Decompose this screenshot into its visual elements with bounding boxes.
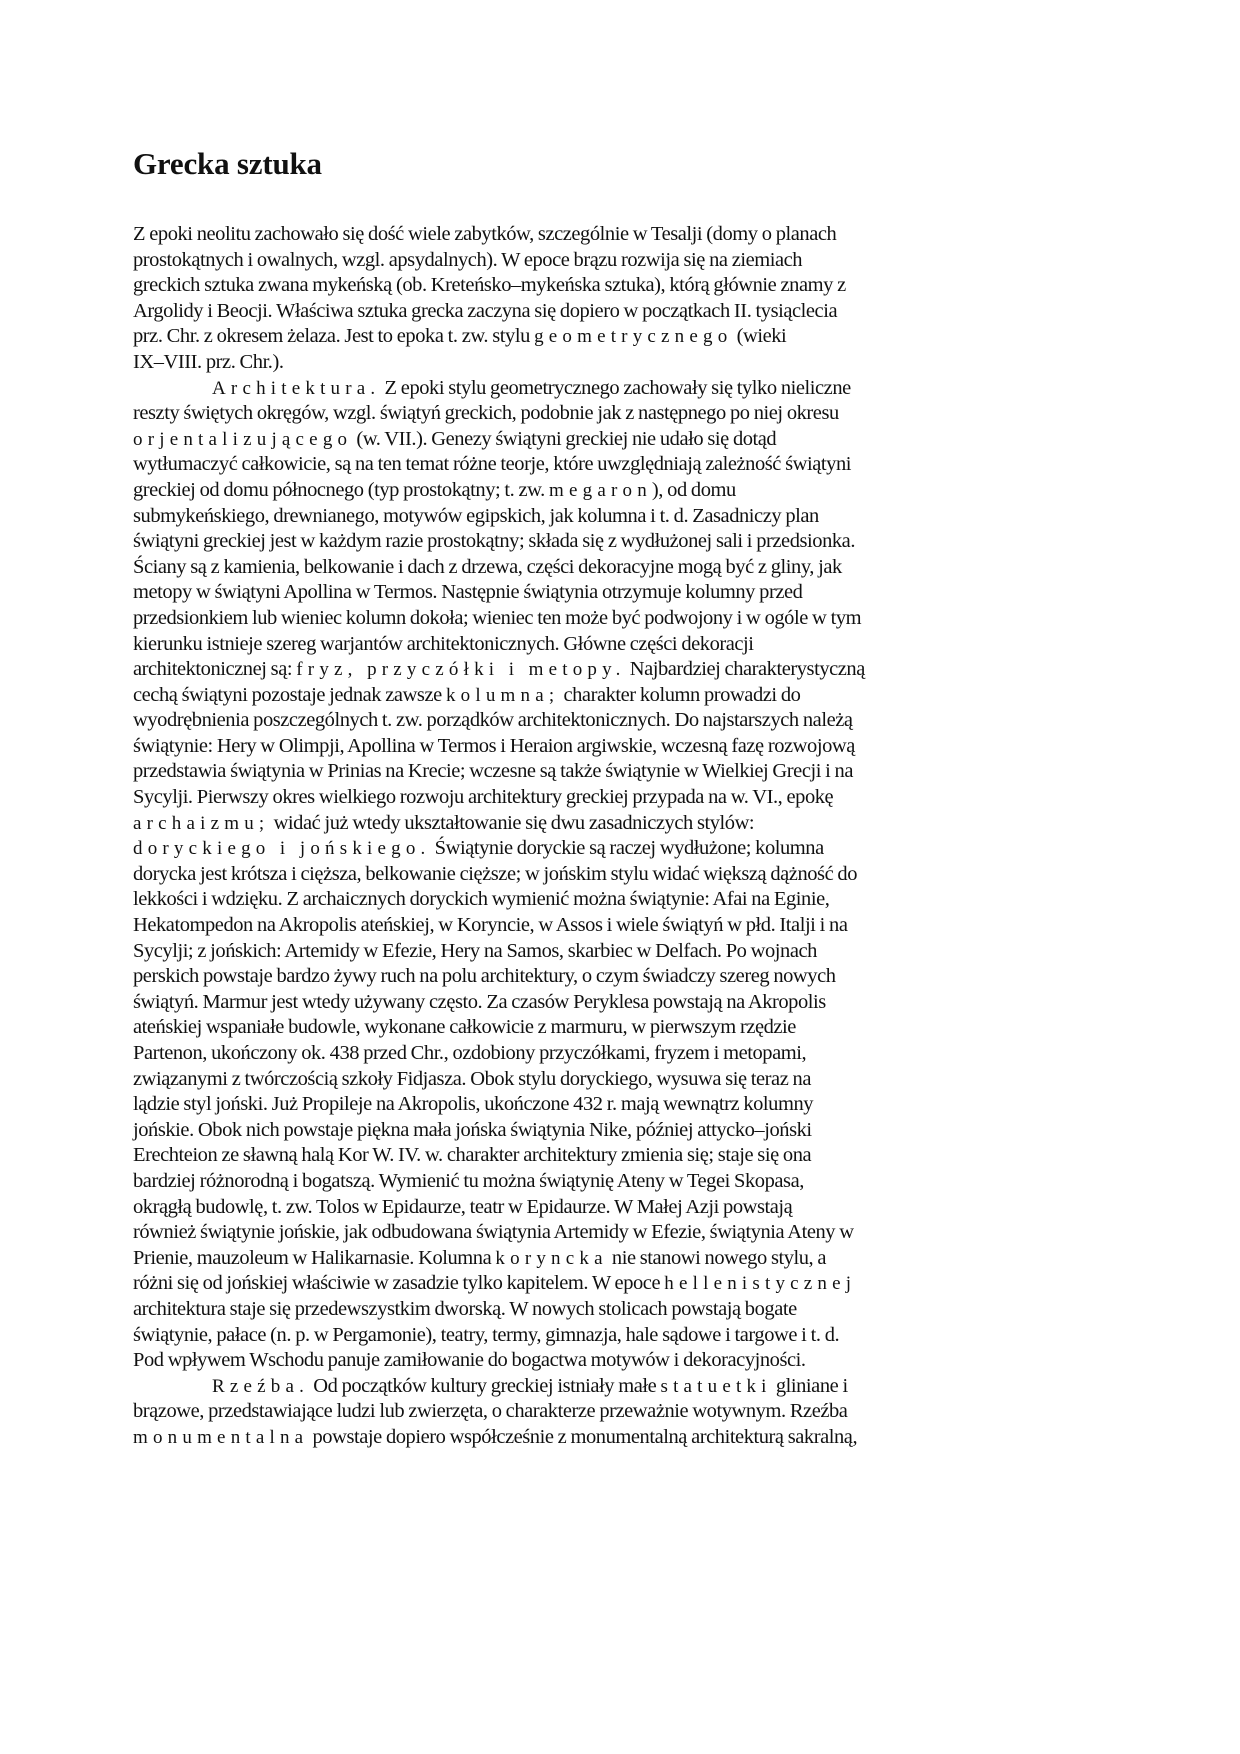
text-line [133,1220,1093,1246]
text-line [133,1143,1093,1169]
spaced-emphasis: koryncka [495,1247,608,1269]
text-run: Erechteion ze sławną halą Kor W. IV. w. charakter architektury zmienia się; staje się ona [133,1144,812,1167]
text-run: Z epoki stylu geometrycznego zachowały się tylko nieliczne [380,376,851,399]
paragraph-start-line [133,376,1093,402]
text-line [133,504,1093,530]
text-line [133,555,1093,581]
text-run: perskich powstaje bardzo żywy ruch na polu architektury, o czym świadczy szereg nowych [133,965,836,988]
text-line [133,299,1093,325]
text-run: powstaje dopiero współcześnie z monumentalną architekturą sakralną, [308,1425,858,1448]
text-line [133,478,1093,504]
text-line [133,580,1093,606]
text-run: brązowe, przedstawiające ludzi lub zwierzęta, o charakterze przeważnie wotywnym. Rzeźba [133,1400,848,1423]
text-run: architektura staje się przedewszystkim dworską. W nowych stolicach powstają bogate [133,1297,797,1320]
text-line [133,529,1093,555]
text-line [133,1399,1093,1425]
spaced-emphasis: fryz, przyczółki i metopy. [296,659,626,681]
text-run: Najbardziej charakterystyczną [625,658,865,681]
text-line [133,273,1093,299]
text-line [133,1092,1093,1118]
text-line [133,222,1093,248]
text-run: świątynie: Hery w Olimpji, Apollina w Termos i Heraion argiwskie, wczesną fazę rozwojową [133,734,855,757]
text-line [133,1271,1093,1297]
text-line [133,1169,1093,1195]
text-run: metopy w świątyni Apollina w Termos. Następnie świątynia otrzymuje kolumny przed [133,581,803,604]
text-run: Sycylji. Pierwszy okres wielkiego rozwoju architektury greckiej przypada na w. VI., epokę [133,786,834,809]
text-run: Partenon, ukończony ok. 438 przed Chr., ozdobiony przyczółkami, fryzem i metopami, [133,1042,807,1064]
spaced-emphasis: kolumna; [445,684,560,706]
text-line [133,1067,1093,1093]
text-run: architektonicznej są: [133,658,297,681]
text-run: świątyni greckiej jest w każdym razie prostokątny; składa się z wydłużonej sali i przedsionka. [133,530,856,553]
text-run: Od początków kultury greckiej istniały małe [309,1374,661,1397]
text-run: IX–VIII. prz. Chr.). [133,350,284,373]
text-run: również świątynie jońskie, jak odbudowana świątynia Artemidy w Efezie, świątynia Ateny w [133,1221,854,1244]
text-line [133,836,1093,862]
text-line [133,1348,1093,1374]
text-line [133,1041,1093,1067]
text-run: Ściany są z kamienia, belkowanie i dach z drzewa, części dekoracyjne mogą być z gliny, jak [133,555,842,578]
text-run: przedstawia świątynia w Prinias na Krecie; wczesne są także świątynie w Wielkiej Grecji i na [133,760,853,783]
text-line [133,632,1093,658]
text-run: okrągłą budowlę, t. zw. Tolos w Epidaurze, teatr w Epidaurze. W Małej Azji powstają [133,1195,793,1218]
text-line [133,964,1093,990]
text-run: ), od domu [651,478,736,501]
text-line [133,1323,1093,1349]
spaced-emphasis: Architektura. [212,377,381,399]
text-run: lekkości i wdzięku. Z archaicznych doryckich wymienić można świątynie: Afai na Eginie, [133,888,830,911]
spaced-emphasis: orjentalizującego [133,428,353,450]
text-run: charakter kolumn prowadzi do [559,683,801,706]
text-line [133,248,1093,274]
text-line [133,452,1093,478]
spaced-emphasis: doryckiego i jońskiego. [133,838,431,860]
text-run: cechą świątyni pozostaje jednak zawsze [133,683,446,706]
page-title: Grecka sztuka [133,146,322,181]
text-run: nie stanowi nowego stylu, a [607,1246,827,1269]
text-line [133,913,1093,939]
text-line [133,785,1093,811]
text-line [133,1425,1093,1451]
text-line [133,887,1093,913]
text-line [133,990,1093,1016]
text-run: greckiej od domu północnego (typ prostokątny; t. zw. [133,478,550,501]
text-line [133,606,1093,632]
text-run: lądzie styl joński. Już Propileje na Akropolis, ukończone 432 r. mają wewnątrz kolumny [133,1093,814,1116]
text-line [133,427,1093,453]
text-line [133,401,1093,427]
text-line [133,734,1093,760]
text-run: kierunku istnieje szereg warjantów architektonicznych. Główne części dekoracji [133,632,754,655]
spaced-emphasis: megaron [549,479,652,501]
text-line [133,1118,1093,1144]
text-run: Pod wpływem Wschodu panuje zamiłowanie do bogactwa motywów i dekoracyjności. [133,1349,806,1372]
text-line [133,759,1093,785]
text-run: Z epoki neolitu zachowało się dość wiele zabytków, szczególnie w Tesalji (domy o planach [133,223,837,245]
text-run: dorycka jest krótsza i cięższa, belkowanie cięższe; w jońskim stylu widać większą dążność do [133,862,857,885]
text-run: Hekatompedon na Akropolis ateńskiej, w Koryncie, w Assos i wiele świątyń w płd. Italji i na [133,914,848,937]
text-run: ateńskiej wspaniałe budowle, wykonane całkowicie z marmuru, w pierwszym rzędzie [133,1016,796,1039]
text-line [133,350,1093,376]
spaced-emphasis: geometrycznego [534,326,733,348]
text-run: związanymi z twórczością szkoły Fidjasza. Obok stylu doryckiego, wysuwa się teraz na [133,1067,811,1090]
text-run: Sycylji; z jońskich: Artemidy w Efezie, Hery na Samos, skarbiec w Delfach. Po wojnach [133,939,817,962]
text-run: wytłumaczyć całkowicie, są na ten temat różne teorje, które uwzględniają zależność świątyni [133,453,851,476]
text-line [133,657,1093,683]
text-line [133,683,1093,709]
text-line [133,862,1093,888]
text-run: prz. Chr. z okresem żelaza. Jest to epoka t. zw. stylu [133,325,535,348]
text-run: różni się od jońskiej właściwie w zasadzie tylko kapitelem. W epoce [133,1272,665,1295]
text-run: (wieki [732,325,787,348]
text-line [133,811,1093,837]
text-line [133,939,1093,965]
text-run: bardziej różnorodną i bogatszą. Wymienić tu można świątynię Ateny w Tegei Skopasa, [133,1169,804,1192]
text-run: Świątynie doryckie są raczej wydłużone; kolumna [430,837,824,860]
document-body [133,222,1093,1451]
text-run: gliniane i [771,1374,848,1397]
text-run: Argolidy i Beocji. Właściwa sztuka grecka zaczyna się dopiero w początkach II. tysiąclecia [133,299,838,322]
text-run: jońskie. Obok nich powstaje piękna mała jońska świątynia Nike, później attycko–joński [133,1118,812,1141]
text-run: świątyń. Marmur jest wtedy używany często. Za czasów Peryklesa powstają na Akropolis [133,990,826,1013]
text-line [133,1246,1093,1272]
spaced-emphasis: Rzeźba. [212,1375,310,1397]
text-run: wyodrębnienia poszczególnych t. zw. porządków architektonicznych. Do najstarszych należą [133,709,853,732]
text-run: reszty świętych okręgów, wzgl. świątyń greckich, podobnie jak z następnego po niej okresu [133,402,839,425]
text-line [133,708,1093,734]
text-run: Prienie, mauzoleum w Halikarnasie. Kolumna [133,1246,496,1269]
text-run: greckich sztuka zwana mykeńską (ob. Kreteńsko–mykeńska sztuka), którą głównie znamy z [133,274,846,297]
spaced-emphasis: archaizmu; [133,812,270,834]
text-run: świątynie, pałace (n. p. w Pergamonie), teatry, termy, gimnazja, hale sądowe i targowe i t. d. [133,1323,840,1346]
spaced-emphasis: hellenistycznej [664,1273,857,1295]
text-line [133,1297,1093,1323]
text-line [133,324,1093,350]
text-run: submykeńskiego, drewnianego, motywów egipskich, jak kolumna i t. d. Zasadniczy plan [133,504,819,527]
paragraph-start-line [133,1374,1093,1400]
text-run: prostokątnych i owalnych, wzgl. apsydalnych). W epoce brązu rozwija się na ziemiach [133,248,803,271]
spaced-emphasis: statuetki [660,1375,772,1397]
text-line [133,1015,1093,1041]
text-run: widać już wtedy ukształtowanie się dwu zasadniczych stylów: [269,811,755,834]
spaced-emphasis: monumentalna [133,1426,309,1448]
text-line [133,1195,1093,1221]
text-run: przedsionkiem lub wieniec kolumn dokoła; wieniec ten może być podwojony i w ogóle w tym [133,606,862,629]
text-run: (w. VII.). Genezy świątyni greckiej nie udało się dotąd [352,427,777,450]
